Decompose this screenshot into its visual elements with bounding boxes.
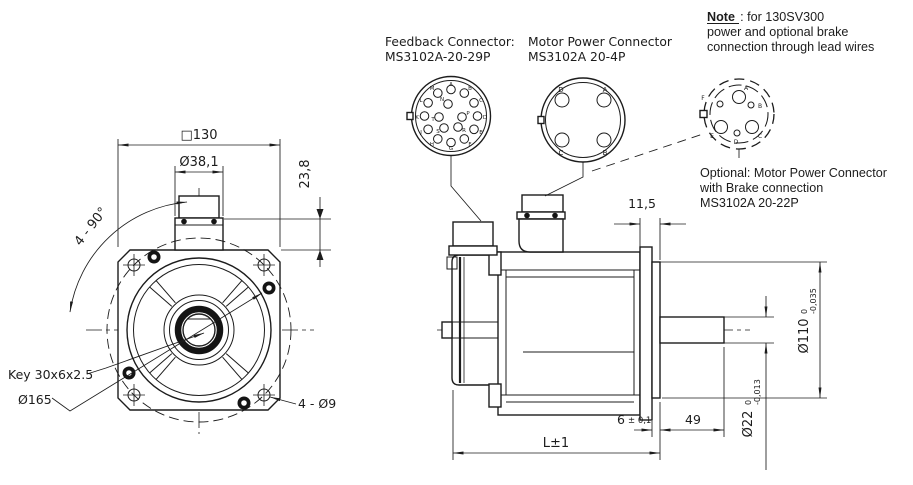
dim-shaft-length-label: 49 xyxy=(685,412,701,427)
connector-screw-left xyxy=(181,219,187,225)
svg-text:E: E xyxy=(710,133,714,140)
svg-text:K: K xyxy=(415,115,419,121)
note-rest: : for 130SV300 xyxy=(740,10,825,24)
power-connector-cap xyxy=(522,195,563,212)
feedback-leader-line xyxy=(451,164,481,221)
optional-connector-outline xyxy=(704,79,774,149)
note-block xyxy=(707,6,874,54)
svg-text:B: B xyxy=(757,103,763,110)
svg-text:R: R xyxy=(462,128,466,134)
shaft-tol-upper: 0 xyxy=(744,399,753,405)
connector-screw-right xyxy=(211,219,217,225)
dim-connector-height-label: 23,8 xyxy=(298,159,313,189)
svg-text:N: N xyxy=(439,97,445,103)
dim-shaft-dia-label: Ø22 xyxy=(741,410,756,438)
svg-text:B: B xyxy=(602,149,608,157)
power-connector-base xyxy=(519,219,563,252)
optional-caption-line3: MS3102A 20-22P xyxy=(700,196,799,210)
dim-spigot-depth-label: 6 xyxy=(617,412,625,427)
dim-spigot-dia-label: Ø110 xyxy=(797,318,812,354)
note-line2: power and optional brake xyxy=(707,25,849,39)
note-label: Note xyxy=(707,10,735,24)
optional-connector-diagram xyxy=(592,79,887,210)
shaft-tol-lower: -0,013 xyxy=(753,379,762,405)
dim-total-length-label: L±1 xyxy=(542,436,570,451)
feedback-connector-plate xyxy=(449,246,497,255)
svg-text:P: P xyxy=(466,111,470,117)
front-flange-plate xyxy=(640,247,652,420)
optional-caption-line2: with Brake connection xyxy=(700,181,824,195)
body-clip-bottom xyxy=(489,384,501,407)
mount-holes-label: 4 - Ø9 xyxy=(298,396,337,411)
feedback-connector-tower xyxy=(453,222,493,246)
optional-caption-line1: Optional: Motor Power Connector xyxy=(700,166,887,180)
power-leader-line xyxy=(545,170,583,196)
side-view xyxy=(437,195,827,470)
feedback-connector-diagram xyxy=(385,35,515,221)
power-connector-title: Motor Power Connector xyxy=(528,35,672,49)
svg-text:L: L xyxy=(419,98,423,104)
front-connector-cap xyxy=(179,196,219,218)
dim-mount-angle-label: 4 - 90° xyxy=(71,204,111,249)
dim-flange-offset-label: 11,5 xyxy=(628,196,656,211)
power-keyway-notch xyxy=(538,117,544,124)
svg-text:E: E xyxy=(479,130,483,136)
svg-text:C: C xyxy=(757,133,763,140)
svg-text:S: S xyxy=(436,129,440,135)
output-shaft xyxy=(660,317,724,343)
spigot-tol-lower: -0,035 xyxy=(809,288,818,314)
svg-text:D: D xyxy=(558,86,564,94)
svg-text:C: C xyxy=(479,98,483,104)
svg-text:F: F xyxy=(701,95,705,102)
feedback-connector-title: Feedback Connector: xyxy=(385,35,515,49)
note-line3: connection through lead wires xyxy=(707,40,875,54)
svg-text:M: M xyxy=(429,86,435,92)
dim-shaft-length xyxy=(660,347,724,437)
power-connector-model: MS3102A 20-4P xyxy=(528,50,626,64)
svg-text:G: G xyxy=(448,146,454,152)
feedback-keyway-notch xyxy=(407,113,413,120)
motor-body xyxy=(498,252,640,415)
svg-text:Note : for 130SV300 xyxy=(707,6,824,25)
dim-spigot-depth-tol: ± 0,1 xyxy=(628,416,652,426)
optional-keyway-notch xyxy=(700,111,707,118)
svg-text:A: A xyxy=(602,86,608,94)
feedback-connector-model: MS3102A-20-29P xyxy=(385,50,491,64)
dim-flange-square-label: □130 xyxy=(180,128,218,143)
rear-shaft-stub xyxy=(442,322,452,338)
front-view xyxy=(8,128,336,434)
svg-text:A: A xyxy=(743,85,749,92)
svg-text:B: B xyxy=(468,86,472,92)
svg-text:C: C xyxy=(558,149,564,157)
power-pins xyxy=(555,86,611,157)
body-dia-label: Ø165 xyxy=(18,392,52,407)
key-spec-label: Key 30x6x2.5 xyxy=(8,367,94,382)
svg-text:A: A xyxy=(449,82,453,88)
dim-connector-dia-label: Ø38,1 xyxy=(179,155,219,170)
svg-text:F: F xyxy=(468,142,472,148)
pilot-boss xyxy=(652,262,660,398)
svg-text:D: D xyxy=(733,139,739,146)
dim-shaft-dia xyxy=(724,296,774,470)
svg-text:H: H xyxy=(429,142,435,148)
svg-text:J: J xyxy=(420,130,422,136)
svg-text:T: T xyxy=(431,117,435,123)
power-connector-diagram xyxy=(528,35,673,196)
svg-text:D: D xyxy=(482,115,488,121)
spigot-tol-upper: 0 xyxy=(800,308,809,314)
